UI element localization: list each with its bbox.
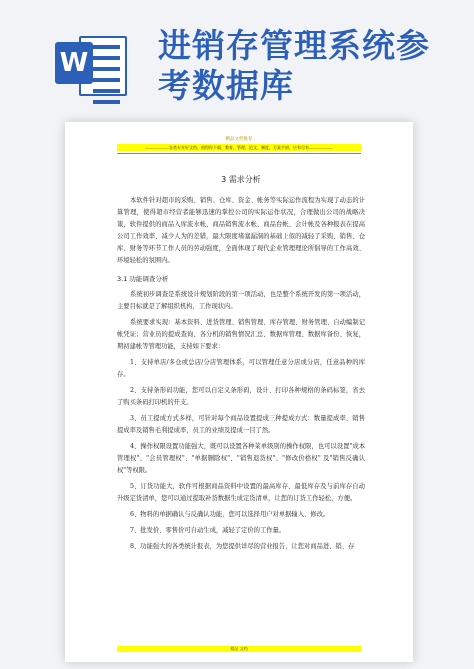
page-content <box>117 174 365 557</box>
word-badge: W <box>55 42 93 84</box>
document-banner <box>0 0 474 110</box>
document-title: 进销存管理系统参考数据库 <box>158 26 430 105</box>
requirement-item: 5、订货功能大，软件可根据商品资料中设置的最高库存、最低库存及与前库存自动升级定货清单，您可以通过提取补货数据生成定货清单，让您的订货工作轻松，方便。 <box>117 483 365 502</box>
body-paragraph: 系统初步调查是系统设计规划阶段的第一项活动，也是整个系统开发的第一项活动，主要目标就是了解组织机构，工作现状内。 <box>117 291 365 310</box>
page-header-rule <box>117 153 361 154</box>
section-title: 3 需求分析 <box>221 175 261 184</box>
requirement-item: 1、支持单店/多仓或总店/分店管理体系，可以管理任意分店或分店，任意品种的库存。 <box>117 359 365 378</box>
requirement-item: 6、物料的单据确认与反确认功能，您可以选择用户对单据输入、修改。 <box>130 511 330 518</box>
requirement-item: 8、功能强大的各类统计报表，为您提供详尽的营业报告，让您对商品进、销、存 <box>130 543 355 550</box>
requirement-item: 2、支持条形码功能，您可以自定义条形码，设计、打印各种规格的条码标签，省去了购买条码打印机的开支。 <box>117 387 365 406</box>
subsection-title: 3.1 功能调查分析 <box>117 275 169 283</box>
word-document-icon <box>55 28 127 100</box>
body-paragraph: 系统要求实现：基本资料、进货管理、销售管理、库存管理、财务管理、自动编制记帐凭证；营业员的提成查询、各分机的销售情况汇总、数据库管理、数据库备份、恢复，期初建帐等管理功能，支持如下要求： <box>117 319 365 350</box>
page-header-caption: 精品文档推荐 <box>225 137 253 142</box>
requirement-item: 7、批发价、零售价可自动生成，减轻了定价的工作量。 <box>130 527 286 534</box>
intro-paragraph: 本软件针对超市的采购、销售、仓库、资金、帐务等实际运作流程为实现了动态的计算管理，使得超市经营者能够迅速的掌控公司的实际运作状况，合理做出公司的战略决策，软件提供的商品入库流水帐、商品销售流水帐、商品台帐、会计帐及各种报表在提高公司工作效率、减少人为的差错，最大限度堵塞漏洞的基础上似的减轻了采购、销售、仓库、财务等环节工作人员的劳动强度，全面体现了现代企业管理理论所倡导的工作高效、环境轻松的氛围内。 <box>117 197 365 264</box>
requirement-item: 4、操作权限设置功能强大，既可以设置各种菜单级别的操作权限，也可以设置"成本管理权"、"会员管理权"、"单据删除权"、"销售退货权"、"修改价格权" 及"销售反确认权"等权限。 <box>117 443 365 474</box>
page-footer-band: 精品 文档 <box>117 646 361 652</box>
page-header-band: ——————各类专业好文档，值得你下载，教育，管理，论文，制度，方案手册，应有尽有—————— <box>117 144 361 151</box>
requirement-item: 3、员工提成方式多样，可针对每个商品设置提成三种提成方式：数量提成率、销售提成率及销售毛利提成率，员工的业绩及提成一目了然。 <box>117 415 365 434</box>
document-page-preview <box>65 122 413 662</box>
